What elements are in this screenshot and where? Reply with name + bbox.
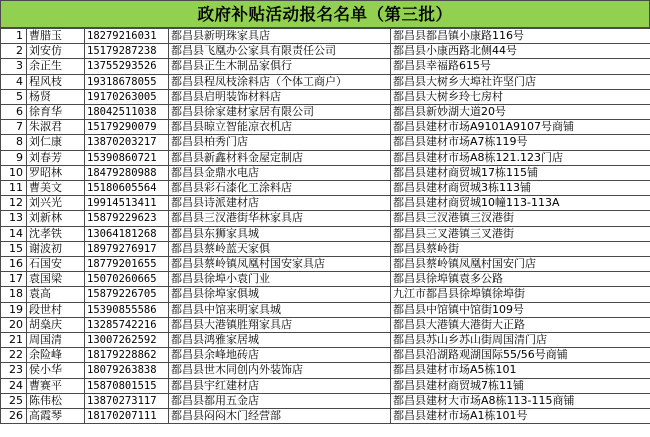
table-row xyxy=(1,348,650,363)
cell-number[interactable]: 9 xyxy=(1,150,27,165)
table-row xyxy=(1,287,650,302)
cell-shop[interactable]: 都昌县徐埠小袁门业 xyxy=(169,272,391,287)
cell-address[interactable]: 都昌县建材商贸城7栋11铺 xyxy=(391,378,650,393)
cell-shop[interactable]: 都昌县中馆来明家具城 xyxy=(169,302,391,317)
cell-name[interactable]: 胡燊庆 xyxy=(27,317,85,332)
cell-address[interactable]: 都昌县建材市场A1栋101号 xyxy=(391,409,650,424)
cell-name[interactable]: 谢波初 xyxy=(27,241,85,256)
cell-name[interactable]: 余险峰 xyxy=(27,348,85,363)
cell-shop[interactable]: 都昌县东狮家具城 xyxy=(169,226,391,241)
table-row xyxy=(1,333,650,348)
cell-number[interactable]: 23 xyxy=(1,363,27,378)
cell-shop[interactable]: 都昌县启明装饰材料店 xyxy=(169,89,391,104)
cell-address[interactable]: 都昌县建材市场A8栋121.123门店 xyxy=(391,150,650,165)
cell-address[interactable]: 都昌县建材市场A5栋101 xyxy=(391,363,650,378)
cell-number[interactable]: 10 xyxy=(1,165,27,180)
cell-name[interactable]: 程风枝 xyxy=(27,74,85,89)
cell-number[interactable]: 20 xyxy=(1,317,27,332)
cell-shop[interactable]: 都昌县宇红建材店 xyxy=(169,378,391,393)
cell-phone[interactable]: 13007262592 xyxy=(85,333,169,348)
table-row xyxy=(1,211,650,226)
cell-name[interactable]: 袁国梁 xyxy=(27,272,85,287)
cell-phone[interactable]: 13870273117 xyxy=(85,393,169,408)
cell-phone[interactable]: 15180605564 xyxy=(85,181,169,196)
cell-number[interactable]: 4 xyxy=(1,74,27,89)
cell-phone[interactable]: 13870203217 xyxy=(85,135,169,150)
cell-name[interactable]: 沈孝铁 xyxy=(27,226,85,241)
cell-shop[interactable]: 都昌县新鑫材料金屋定制店 xyxy=(169,150,391,165)
cell-phone[interactable]: 18779201655 xyxy=(85,257,169,272)
cell-phone[interactable]: 15070260665 xyxy=(85,272,169,287)
cell-shop[interactable]: 都昌县徐家建材家居有限公司 xyxy=(169,105,391,120)
cell-shop[interactable]: 都昌县程凤枝涂料店（个体工商户） xyxy=(169,74,391,89)
table-row xyxy=(1,409,650,424)
cell-number[interactable]: 17 xyxy=(1,272,27,287)
cell-name[interactable]: 杨贤 xyxy=(27,89,85,104)
cell-phone[interactable]: 13285742216 xyxy=(85,317,169,332)
cell-name[interactable]: 高霞琴 xyxy=(27,409,85,424)
cell-phone[interactable]: 19914513411 xyxy=(85,196,169,211)
table-row xyxy=(1,89,650,104)
cell-address[interactable]: 都昌县三叉港镇三叉港街 xyxy=(391,226,650,241)
cell-name[interactable]: 陈伟松 xyxy=(27,393,85,408)
cell-shop[interactable]: 都昌县柏秀门店 xyxy=(169,135,391,150)
cell-number[interactable]: 6 xyxy=(1,105,27,120)
cell-name[interactable]: 罗昭林 xyxy=(27,165,85,180)
cell-number[interactable]: 12 xyxy=(1,196,27,211)
table-row xyxy=(1,363,650,378)
cell-number[interactable]: 7 xyxy=(1,120,27,135)
table-row xyxy=(1,74,650,89)
cell-phone[interactable]: 13064181268 xyxy=(85,226,169,241)
cell-phone[interactable]: 18170207111 xyxy=(85,409,169,424)
cell-phone[interactable]: 15879226705 xyxy=(85,287,169,302)
cell-name[interactable]: 余正生 xyxy=(27,59,85,74)
table-row xyxy=(1,181,650,196)
table-row xyxy=(1,135,650,150)
cell-address[interactable]: 都昌县中馆镇中馆街109号 xyxy=(391,302,650,317)
cell-address[interactable]: 都昌县大树乡大埠社许坚门店 xyxy=(391,74,650,89)
cell-shop[interactable]: 都昌县大港镇胜翔家具店 xyxy=(169,317,391,332)
cell-name[interactable]: 石国安 xyxy=(27,257,85,272)
cell-shop[interactable]: 都昌县闷闷木门经营部 xyxy=(169,409,391,424)
registration-table xyxy=(0,28,650,424)
table-row xyxy=(1,105,650,120)
cell-name[interactable]: 侯小华 xyxy=(27,363,85,378)
cell-address[interactable]: 都昌县建材商贸城17栋115铺 xyxy=(391,165,650,180)
cell-name[interactable]: 段世村 xyxy=(27,302,85,317)
cell-shop[interactable]: 都昌县彩石漆化工涂料店 xyxy=(169,181,391,196)
cell-address[interactable]: 都昌县蔡岭镇凤凰村国安门店 xyxy=(391,257,650,272)
cell-number[interactable]: 5 xyxy=(1,89,27,104)
table-row xyxy=(1,302,650,317)
cell-shop[interactable]: 都昌县飞凰办公家具有限责任公司 xyxy=(169,44,391,59)
cell-name[interactable]: 刘仁康 xyxy=(27,135,85,150)
cell-phone[interactable]: 18979276917 xyxy=(85,241,169,256)
cell-name[interactable]: 刘新林 xyxy=(27,211,85,226)
cell-number[interactable]: 21 xyxy=(1,333,27,348)
cell-name[interactable]: 刘安仿 xyxy=(27,44,85,59)
cell-name[interactable]: 曹美文 xyxy=(27,181,85,196)
cell-phone[interactable]: 15390855586 xyxy=(85,302,169,317)
cell-name[interactable]: 曹腊玉 xyxy=(27,29,85,44)
table-body xyxy=(1,29,650,424)
cell-shop[interactable]: 都昌县蔡岭镇凤凰村国安家具店 xyxy=(169,257,391,272)
table-row xyxy=(1,120,650,135)
table-row xyxy=(1,272,650,287)
cell-address[interactable]: 都昌县苏山乡苏山街周国清门店 xyxy=(391,333,650,348)
cell-shop[interactable]: 都昌县金鼎水电店 xyxy=(169,165,391,180)
cell-number[interactable]: 24 xyxy=(1,378,27,393)
cell-phone[interactable]: 18042511038 xyxy=(85,105,169,120)
table-row xyxy=(1,317,650,332)
cell-phone[interactable]: 19318678055 xyxy=(85,74,169,89)
cell-number[interactable]: 3 xyxy=(1,59,27,74)
cell-shop[interactable]: 都昌县晾立智能凉衣机店 xyxy=(169,120,391,135)
cell-address[interactable]: 都昌县徐埠镇袁多公路 xyxy=(391,272,650,287)
cell-shop[interactable]: 都昌县徐埠家俱城 xyxy=(169,287,391,302)
cell-shop[interactable]: 都昌县都用五金店 xyxy=(169,393,391,408)
cell-shop[interactable]: 都昌县新明珠家具店 xyxy=(169,29,391,44)
table-row xyxy=(1,378,650,393)
cell-address[interactable]: 都昌县建材大市场A8栋113-115商铺 xyxy=(391,393,650,408)
cell-number[interactable]: 25 xyxy=(1,393,27,408)
cell-address[interactable]: 都昌县蔡岭街 xyxy=(391,241,650,256)
cell-phone[interactable]: 15870801515 xyxy=(85,378,169,393)
cell-shop[interactable]: 都昌县诗派建材店 xyxy=(169,196,391,211)
cell-address[interactable]: 都昌县建材市场A9101A9107号商铺 xyxy=(391,120,650,135)
table-row xyxy=(1,196,650,211)
cell-number[interactable]: 16 xyxy=(1,257,27,272)
cell-address[interactable]: 都昌县沿湖路观湖国际55/56号商铺 xyxy=(391,348,650,363)
cell-shop[interactable]: 都昌县正生木制品家俱行 xyxy=(169,59,391,74)
cell-number[interactable]: 26 xyxy=(1,409,27,424)
cell-phone[interactable]: 18279216031 xyxy=(85,29,169,44)
table-row xyxy=(1,257,650,272)
sheet-title[interactable]: 政府补贴活动报名名单（第三批） xyxy=(0,0,650,28)
cell-shop[interactable]: 都昌县余峰地砖店 xyxy=(169,348,391,363)
cell-shop[interactable]: 都昌县蔡岭蓝天家俱 xyxy=(169,241,391,256)
cell-address[interactable]: 都昌县都昌镇小康路116号 xyxy=(391,29,650,44)
cell-address[interactable]: 都昌县大树乡玲七房村 xyxy=(391,89,650,104)
table-row xyxy=(1,241,650,256)
cell-number[interactable]: 22 xyxy=(1,348,27,363)
table-row xyxy=(1,29,650,44)
table-row xyxy=(1,59,650,74)
cell-number[interactable]: 13 xyxy=(1,211,27,226)
cell-address[interactable]: 都昌县幸福路615号 xyxy=(391,59,650,74)
cell-number[interactable]: 18 xyxy=(1,287,27,302)
table-row xyxy=(1,165,650,180)
cell-phone[interactable]: 19170263005 xyxy=(85,89,169,104)
cell-phone[interactable]: 15879229623 xyxy=(85,211,169,226)
cell-address[interactable]: 都昌县建材商贸城3栋113铺 xyxy=(391,181,650,196)
cell-number[interactable]: 2 xyxy=(1,44,27,59)
cell-name[interactable]: 周国清 xyxy=(27,333,85,348)
cell-number[interactable]: 11 xyxy=(1,181,27,196)
cell-shop[interactable]: 都昌县鸿雅家居城 xyxy=(169,333,391,348)
cell-phone[interactable]: 15179290079 xyxy=(85,120,169,135)
cell-number[interactable]: 8 xyxy=(1,135,27,150)
cell-number[interactable]: 19 xyxy=(1,302,27,317)
table-row xyxy=(1,226,650,241)
cell-number[interactable]: 14 xyxy=(1,226,27,241)
cell-name[interactable]: 徐育华 xyxy=(27,105,85,120)
cell-name[interactable]: 袁高 xyxy=(27,287,85,302)
cell-name[interactable]: 刘兴光 xyxy=(27,196,85,211)
cell-number[interactable]: 1 xyxy=(1,29,27,44)
cell-phone[interactable]: 13755293526 xyxy=(85,59,169,74)
cell-address[interactable]: 都昌县建材市场A7栋119号 xyxy=(391,135,650,150)
table-row xyxy=(1,393,650,408)
cell-address[interactable]: 都昌县建材商贸城10幢113-113A xyxy=(391,196,650,211)
cell-address[interactable]: 都昌县小康西路北侧44号 xyxy=(391,44,650,59)
table-row xyxy=(1,150,650,165)
cell-shop[interactable]: 都昌县三汊港街华林家具店 xyxy=(169,211,391,226)
cell-phone[interactable]: 15390860721 xyxy=(85,150,169,165)
cell-phone[interactable]: 18179228862 xyxy=(85,348,169,363)
cell-address[interactable]: 都昌县三汊港镇三汊港街 xyxy=(391,211,650,226)
cell-phone[interactable]: 15179287238 xyxy=(85,44,169,59)
cell-shop[interactable]: 都昌县世木同创内外装饰店 xyxy=(169,363,391,378)
cell-address[interactable]: 九江市都昌县徐埠镇徐埠街 xyxy=(391,287,650,302)
table-row xyxy=(1,44,650,59)
cell-name[interactable]: 朱淑君 xyxy=(27,120,85,135)
cell-address[interactable]: 都昌县新妙湖大道20号 xyxy=(391,105,650,120)
cell-number[interactable]: 15 xyxy=(1,241,27,256)
cell-address[interactable]: 都昌县大港镇大港街大正路 xyxy=(391,317,650,332)
cell-name[interactable]: 曹赛平 xyxy=(27,378,85,393)
cell-name[interactable]: 刘春芳 xyxy=(27,150,85,165)
cell-phone[interactable]: 18479280988 xyxy=(85,165,169,180)
cell-phone[interactable]: 18079263838 xyxy=(85,363,169,378)
